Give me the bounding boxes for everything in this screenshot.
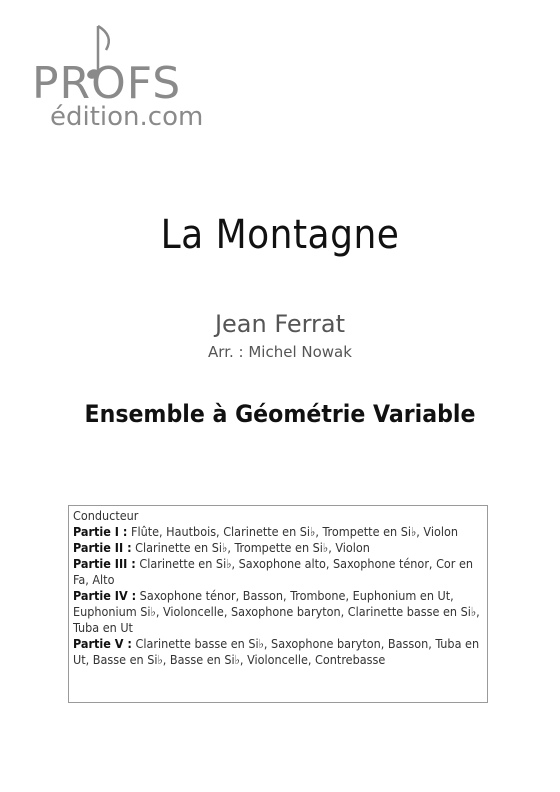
part-instruments: Clarinette en Si♭, Saxophone alto, Saxophone ténor, Cor en Fa, Alto bbox=[73, 556, 474, 587]
instrumentation-box bbox=[68, 505, 488, 703]
part-instruments: Clarinette en Si♭, Trompette en Si♭, Violon bbox=[131, 540, 370, 555]
piece-title: La Montagne bbox=[160, 212, 400, 258]
part-label: Partie III : bbox=[73, 556, 136, 571]
conductor-line: Conducteur bbox=[73, 508, 139, 523]
logo-brand: PROFS bbox=[32, 58, 182, 109]
part-label: Partie V : bbox=[73, 636, 132, 651]
composer: Jean Ferrat bbox=[214, 310, 346, 338]
part-instruments: Saxophone ténor, Basson, Trombone, Euphonium en Ut, Euphonium Si♭, Violoncelle, Saxophone baryton, Clarinette basse en Si♭, Tuba en Ut bbox=[73, 588, 480, 635]
logo-domain: édition.com bbox=[50, 102, 204, 132]
part-line bbox=[73, 540, 483, 556]
part-label: Partie II : bbox=[73, 540, 132, 555]
part-line bbox=[73, 636, 483, 668]
part-instruments: Flûte, Hautbois, Clarinette en Si♭, Trompette en Si♭, Violon bbox=[127, 524, 458, 539]
part-label: Partie I : bbox=[73, 524, 128, 539]
publisher-logo bbox=[28, 22, 228, 142]
arranger: Arr. : Michel Nowak bbox=[208, 343, 352, 361]
part-line bbox=[73, 524, 483, 540]
ensemble-type: Ensemble à Géométrie Variable bbox=[84, 400, 476, 428]
part-label: Partie IV : bbox=[73, 588, 137, 603]
part-line bbox=[73, 556, 483, 588]
part-line bbox=[73, 588, 483, 636]
part-instruments: Clarinette basse en Si♭, Saxophone baryton, Basson, Tuba en Ut, Basse en Si♭, Basse en Si♭, Violoncelle, Contrebasse bbox=[73, 636, 480, 667]
